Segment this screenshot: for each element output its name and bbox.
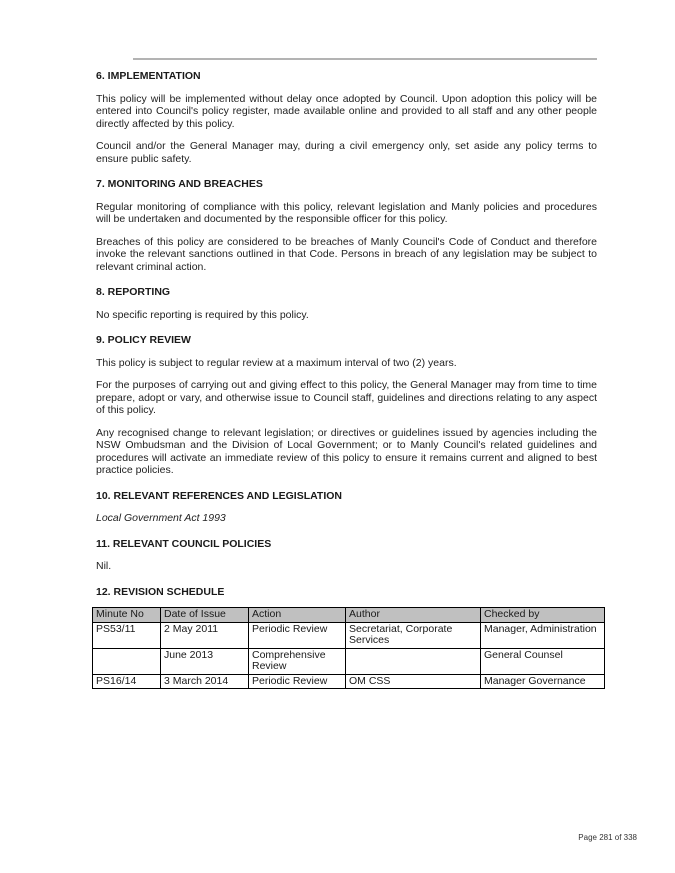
revision-schedule-table <box>92 607 605 689</box>
paragraph: This policy will be implemented without delay once adopted by Council. Upon adoption this policy will be entered into Council's policy register, made available online and provided to all staff and any other people directly affected by this policy. <box>96 92 597 130</box>
table-body <box>93 622 605 689</box>
paragraph: This policy is subject to regular review at a maximum interval of two (2) years. <box>96 356 457 369</box>
paragraph: Local Government Act 1993 <box>96 512 226 524</box>
table-row <box>93 648 605 674</box>
table-cell: June 2013 <box>161 648 249 674</box>
section-heading: 6. IMPLEMENTATION <box>96 70 201 82</box>
table-cell: Periodic Review <box>249 674 346 689</box>
table-header-cell: Action <box>249 608 346 623</box>
table-cell: PS53/11 <box>93 622 161 648</box>
table-cell: PS16/14 <box>93 674 161 689</box>
table-header-cell: Minute No <box>93 608 161 623</box>
header-rule <box>133 58 597 60</box>
table-row <box>93 674 605 689</box>
paragraph: For the purposes of carrying out and giving effect to this policy, the General Manager may from time to time prepare, adopt or vary, and otherwise issue to Council staff, guidelines and directions relating to any aspect of this policy. <box>96 379 597 416</box>
table-cell: Manager, Administration <box>481 622 605 648</box>
table-cell <box>346 648 481 674</box>
section-heading: 8. REPORTING <box>96 286 171 298</box>
table-cell: Secretariat, Corporate Services <box>346 622 481 648</box>
table-header-row <box>93 608 605 623</box>
paragraph: Any recognised change to relevant legislation; or directives or guidelines issued by agencies including the NSW Ombudsman and the Division of Local Government; or to Manly Council's related guidelines and procedures will activate an immediate review of this policy to ensure it remains current and aligned to best practice policies. <box>96 426 597 476</box>
document-content <box>96 70 597 689</box>
paragraph: Council and/or the General Manager may, during a civil emergency only, set aside any policy terms to ensure public safety. <box>96 140 597 165</box>
table-cell: 2 May 2011 <box>161 622 249 648</box>
section-heading: 9. POLICY REVIEW <box>96 334 191 346</box>
paragraph: Nil. <box>96 560 112 572</box>
table-cell: Periodic Review <box>249 622 346 648</box>
section-heading: 10. RELEVANT REFERENCES AND LEGISLATION <box>96 489 342 502</box>
paragraph: Regular monitoring of compliance with this policy, relevant legislation and Manly policies and procedures will be undertaken and documented by the responsible officer for this policy. <box>96 200 597 225</box>
table-header-cell: Checked by <box>481 608 605 623</box>
section-heading: 7. MONITORING AND BREACHES <box>96 178 263 190</box>
page-number: Page 281 of 338 <box>578 833 637 842</box>
section-heading: 12. REVISION SCHEDULE <box>96 585 225 598</box>
table-cell: General Counsel <box>481 648 605 674</box>
table-row <box>93 622 605 648</box>
table-cell: OM CSS <box>346 674 481 689</box>
section-heading: 11. RELEVANT COUNCIL POLICIES <box>96 537 272 550</box>
table-header-cell: Author <box>346 608 481 623</box>
table-cell: 3 March 2014 <box>161 674 249 689</box>
table-cell <box>93 648 161 674</box>
table-cell: Manager Governance <box>481 674 605 689</box>
paragraph: Breaches of this policy are considered to be breaches of Manly Council's Code of Conduct and therefore invoke the relevant sanctions outlined in that Code. Persons in breach of any legislation may be subject to relevant criminal action. <box>96 235 597 273</box>
paragraph: No specific reporting is required by this policy. <box>96 308 309 321</box>
table-header-cell: Date of Issue <box>161 608 249 623</box>
sections-container <box>96 70 597 598</box>
table-cell: Comprehensive Review <box>249 648 346 674</box>
